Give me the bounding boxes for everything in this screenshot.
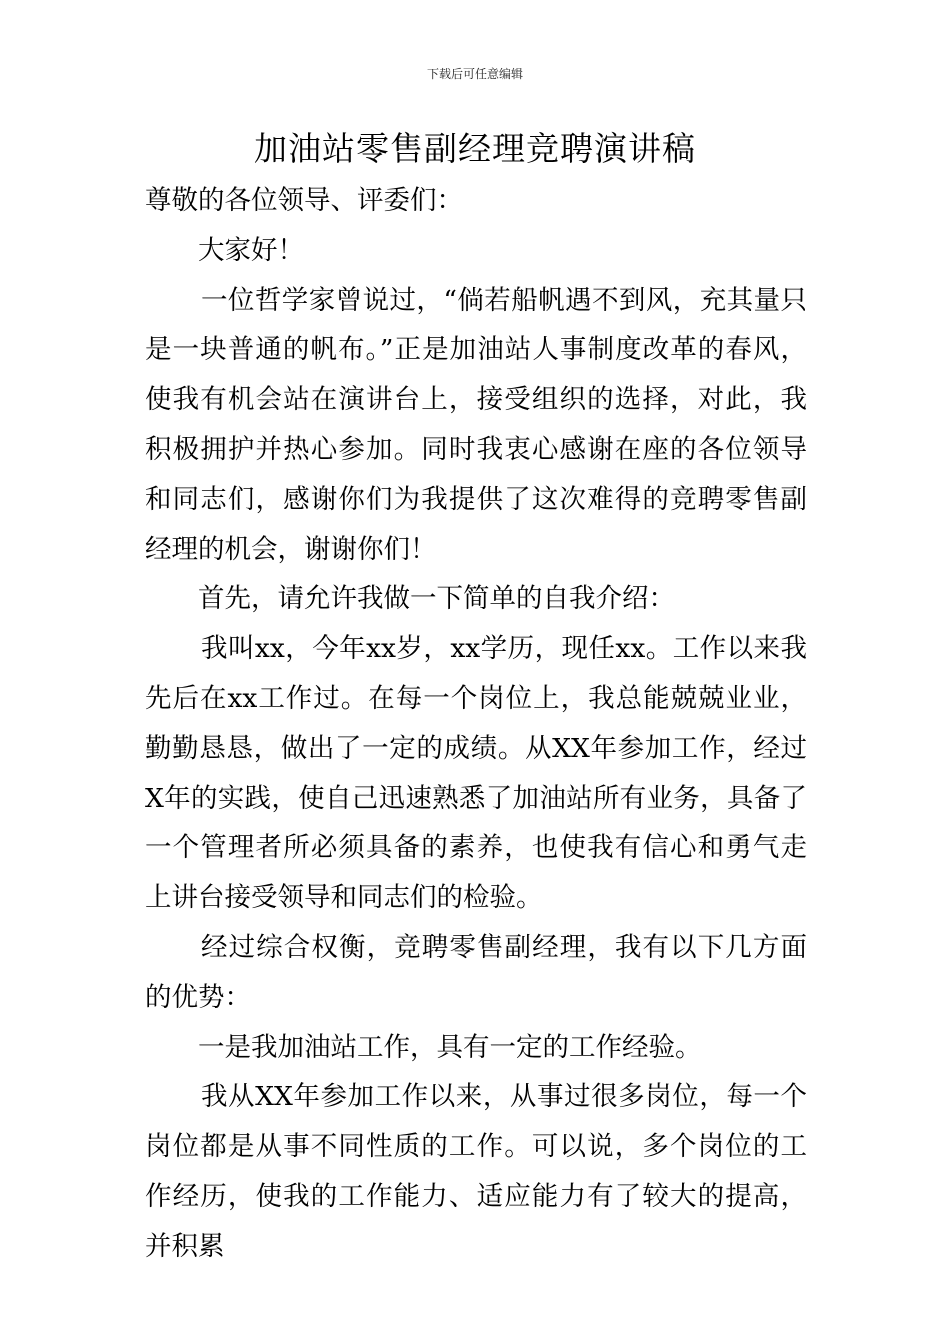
- advantage-one-heading: 一是我加油站工作，具有一定的工作经验。: [198, 1031, 702, 1063]
- greeting-paragraph: 大家好！: [198, 234, 304, 266]
- document-title: 加油站零售副经理竞聘演讲稿: [254, 129, 696, 168]
- advantages-lead-paragraph: 经过综合权衡，竞聘零售副经理，我有以下几方面的优势：: [145, 931, 807, 1013]
- opening-paragraph: 一位哲学家曾说过，“倘若船帆遇不到风，充其量只是一块普通的帆布。”正是加油站人事制度改革的春风，使我有机会站在演讲台上，接受组织的选择，对此，我积极拥护并热心参加。同时我衷心感谢在座的各位领导和同志们，感谢你们为我提供了这次难得的竞聘零售副经理的机会，谢谢你们！: [145, 284, 807, 565]
- document-body: [145, 176, 807, 1272]
- self-introduction-paragraph: 我叫xx，今年xx岁，xx学历，现任xx。工作以来我先后在xx工作过。在每一个岗位上，我总能兢兢业业，勤勤恳恳，做出了一定的成绩。从XX年参加工作，经过X年的实践，使自己迅速熟悉了加油站所有业务，具备了一个管理者所必须具备的素养，也使我有信心和勇气走上讲台接受领导和同志们的检验。: [145, 633, 807, 914]
- introduction-lead-paragraph: 首先，请允许我做一下简单的自我介绍：: [198, 583, 675, 615]
- salutation-paragraph: 尊敬的各位领导、评委们：: [145, 185, 463, 216]
- header-note: 下载后可任意编辑: [426, 67, 523, 81]
- experience-paragraph: 我从XX年参加工作以来，从事过很多岗位，每一个岗位都是从事不同性质的工作。可以说，多个岗位的工作经历，使我的工作能力、适应能力有了较大的提高，并积累: [145, 1081, 807, 1262]
